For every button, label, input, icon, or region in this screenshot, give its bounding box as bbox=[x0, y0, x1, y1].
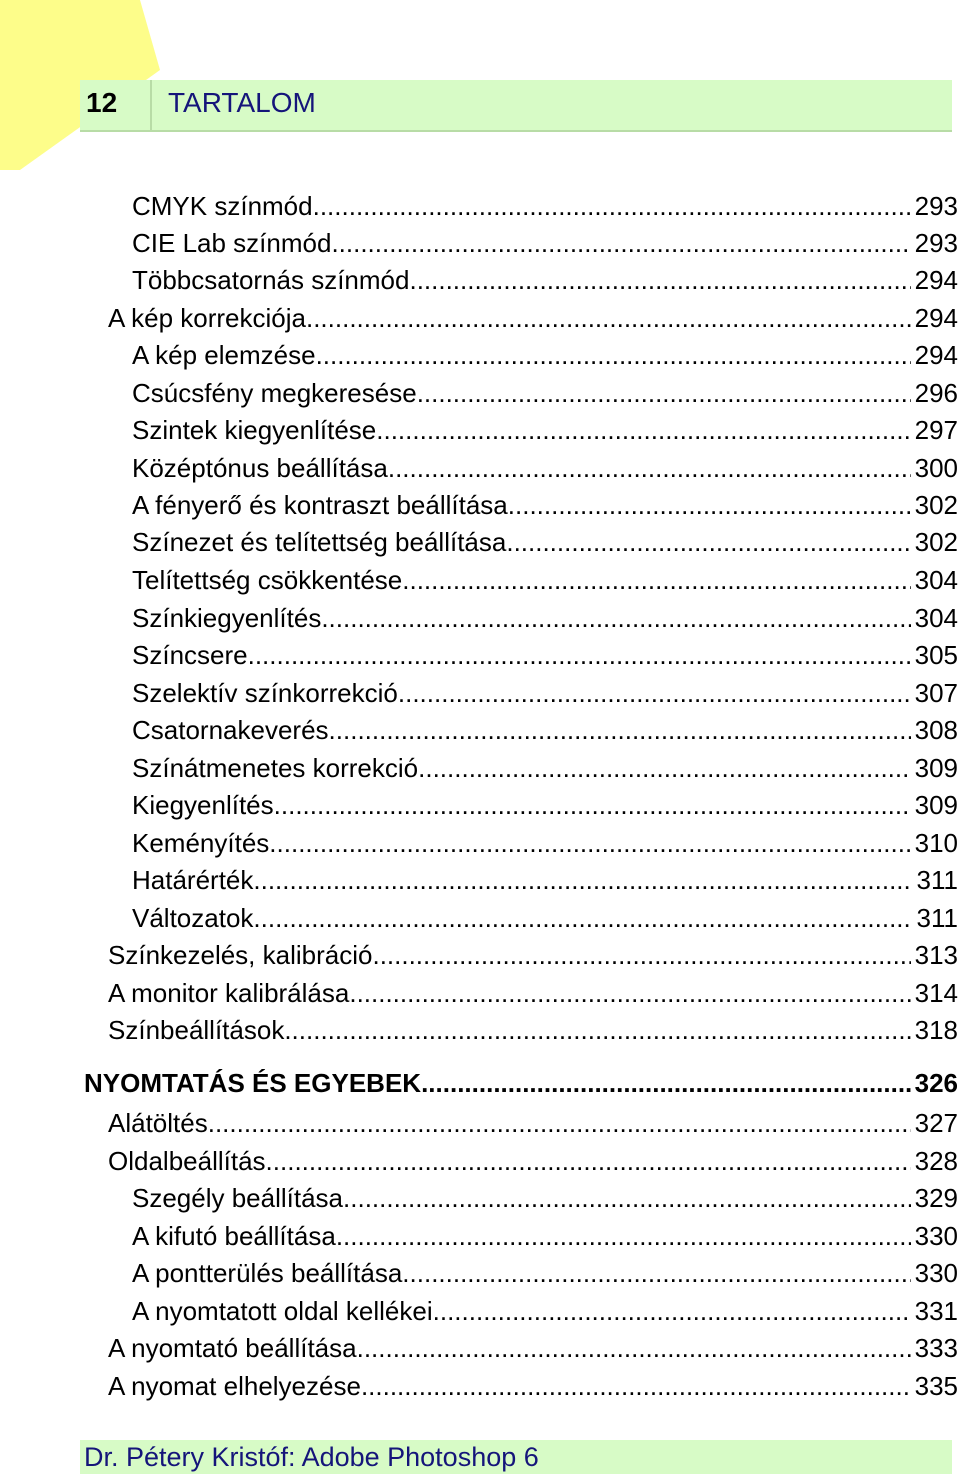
toc-entry-label: Színezet és telítettség beállítása bbox=[132, 527, 507, 557]
toc-leader-dots bbox=[357, 1330, 911, 1366]
toc-leader-dots bbox=[306, 300, 911, 336]
toc-entry-page: 307 bbox=[914, 678, 958, 708]
toc-leader-dots bbox=[313, 188, 911, 224]
toc-entry[interactable] bbox=[132, 900, 958, 936]
toc-entry[interactable] bbox=[108, 1012, 958, 1048]
toc-entry[interactable] bbox=[108, 300, 958, 336]
toc-entry[interactable] bbox=[108, 975, 958, 1011]
toc-entry-label: CMYK színmód bbox=[132, 191, 313, 221]
toc-entry[interactable] bbox=[132, 637, 958, 673]
toc-entry-page: 302 bbox=[914, 527, 958, 557]
toc-entry-page: 293 bbox=[914, 228, 958, 258]
toc-entry-page: 310 bbox=[914, 828, 958, 858]
toc-entry-label: A kép elemzése bbox=[132, 340, 316, 370]
toc-leader-dots bbox=[398, 675, 911, 711]
toc-entry-label: Határérték bbox=[132, 865, 254, 895]
toc-entry-page: 294 bbox=[914, 303, 958, 333]
toc-entry[interactable] bbox=[132, 787, 958, 823]
footer-text: Dr. Pétery Kristóf: Adobe Photoshop 6 bbox=[84, 1442, 539, 1472]
toc-leader-dots bbox=[316, 337, 911, 373]
toc-leader-dots bbox=[274, 787, 911, 823]
toc-entry-label: Színcsere bbox=[132, 640, 248, 670]
page-header bbox=[80, 80, 952, 132]
toc-entry[interactable] bbox=[132, 412, 958, 448]
toc-leader-dots bbox=[433, 1293, 911, 1329]
toc-entry[interactable] bbox=[132, 1293, 958, 1329]
toc-entry[interactable] bbox=[132, 600, 958, 636]
toc-entry[interactable] bbox=[108, 1368, 958, 1404]
toc-entry-page: 304 bbox=[914, 565, 958, 595]
toc-entry-page: 329 bbox=[914, 1183, 958, 1213]
toc-leader-dots bbox=[331, 225, 910, 261]
toc-leader-dots bbox=[248, 637, 911, 673]
toc-leader-dots bbox=[266, 1143, 911, 1179]
toc-leader-dots bbox=[421, 1065, 911, 1101]
toc-entry[interactable] bbox=[108, 937, 958, 973]
toc-entry-page: 304 bbox=[914, 603, 958, 633]
toc-entry-page: 311 bbox=[916, 903, 958, 933]
toc-entry-label: Oldalbeállítás bbox=[108, 1146, 266, 1176]
toc-entry-label: Szegély beállítása bbox=[132, 1183, 344, 1213]
toc-entry-page: 318 bbox=[914, 1015, 958, 1045]
toc-leader-dots bbox=[269, 825, 910, 861]
toc-entry-label: A fényerő és kontraszt beállítása bbox=[132, 490, 508, 520]
toc-entry-label: Csúcsfény megkeresése bbox=[132, 378, 417, 408]
toc-entry-label: Változatok bbox=[132, 903, 254, 933]
toc-entry-page: 333 bbox=[914, 1333, 958, 1363]
toc-entry-label: CIE Lab színmód bbox=[132, 228, 332, 258]
toc-entry-label: Csatornakeverés bbox=[132, 715, 329, 745]
toc-leader-dots bbox=[253, 900, 912, 936]
toc-entry-label: A nyomtatott oldal kellékei bbox=[132, 1296, 433, 1326]
toc-entry-label: Többcsatornás színmód bbox=[132, 265, 410, 295]
toc-leader-dots bbox=[336, 1218, 911, 1254]
toc-entry-label: Kiegyenlítés bbox=[132, 790, 274, 820]
toc-entry[interactable] bbox=[108, 1330, 958, 1366]
toc-leader-dots bbox=[402, 562, 910, 598]
toc-chapter-entry[interactable] bbox=[84, 1065, 958, 1101]
page-footer bbox=[80, 1440, 952, 1474]
toc-entry-label: Középtónus beállítása bbox=[132, 453, 388, 483]
toc-leader-dots bbox=[508, 487, 911, 523]
toc-entry-label: A pontterülés beállítása bbox=[132, 1258, 403, 1288]
toc-leader-dots bbox=[418, 750, 910, 786]
toc-entry-page: 328 bbox=[914, 1146, 958, 1176]
toc-entry-page: 294 bbox=[914, 340, 958, 370]
toc-entry-page: 305 bbox=[914, 640, 958, 670]
header-divider bbox=[150, 80, 152, 132]
toc-entry-label: Szelektív színkorrekció bbox=[132, 678, 398, 708]
toc-entry[interactable] bbox=[132, 1180, 958, 1216]
toc-entry[interactable] bbox=[132, 1218, 958, 1254]
toc-leader-dots bbox=[343, 1180, 911, 1216]
toc-entry-label: NYOMTATÁS ÉS EGYEBEK bbox=[84, 1068, 422, 1098]
toc-entry-label: A nyomat elhelyezése bbox=[108, 1371, 361, 1401]
toc-leader-dots bbox=[329, 712, 911, 748]
toc-leader-dots bbox=[349, 975, 910, 1011]
toc-leader-dots bbox=[506, 524, 910, 560]
toc-entry-page: 313 bbox=[914, 940, 958, 970]
toc-entry-page: 293 bbox=[914, 191, 958, 221]
toc-leader-dots bbox=[388, 450, 911, 486]
toc-entry-label: Színkiegyenlítés bbox=[132, 603, 322, 633]
toc-entry[interactable] bbox=[108, 1143, 958, 1179]
toc-leader-dots bbox=[208, 1105, 911, 1141]
toc-entry-page: 302 bbox=[914, 490, 958, 520]
toc-entry[interactable] bbox=[132, 712, 958, 748]
toc-leader-dots bbox=[372, 937, 910, 973]
toc-entry[interactable] bbox=[132, 450, 958, 486]
toc-entry-label: A nyomtató beállítása bbox=[108, 1333, 357, 1363]
toc-entry-page: 326 bbox=[914, 1068, 958, 1098]
toc-entry-page: 331 bbox=[914, 1296, 958, 1326]
toc-entry-page: 300 bbox=[914, 453, 958, 483]
toc-entry[interactable] bbox=[132, 225, 958, 261]
toc-entry[interactable] bbox=[132, 562, 958, 598]
toc-leader-dots bbox=[402, 1255, 910, 1291]
toc-leader-dots bbox=[376, 412, 910, 448]
toc-entry-page: 314 bbox=[914, 978, 958, 1008]
toc-entry-label: Színátmenetes korrekció bbox=[132, 753, 419, 783]
toc-entry-page: 311 bbox=[916, 865, 958, 895]
toc-entry[interactable] bbox=[132, 262, 958, 298]
toc-entry[interactable] bbox=[132, 188, 958, 224]
toc-entry-page: 330 bbox=[914, 1221, 958, 1251]
toc-entry-page: 309 bbox=[914, 753, 958, 783]
toc-entry-page: 330 bbox=[914, 1258, 958, 1288]
toc-entry-label: A monitor kalibrálása bbox=[108, 978, 350, 1008]
toc-entry[interactable] bbox=[132, 862, 958, 898]
toc-entry-label: Szintek kiegyenlítése bbox=[132, 415, 377, 445]
toc-entry-label: Keményítés bbox=[132, 828, 270, 858]
toc-entry[interactable] bbox=[132, 1255, 958, 1291]
toc-entry[interactable] bbox=[132, 750, 958, 786]
toc-entry[interactable] bbox=[132, 675, 958, 711]
toc-entry-page: 327 bbox=[914, 1108, 958, 1138]
toc-entry[interactable] bbox=[132, 375, 958, 411]
toc-entry-label: Alátöltés bbox=[108, 1108, 208, 1138]
toc-leader-dots bbox=[253, 862, 912, 898]
toc-entry-page: 308 bbox=[914, 715, 958, 745]
toc-entry[interactable] bbox=[132, 524, 958, 560]
page-number: 12 bbox=[86, 87, 118, 118]
toc-leader-dots bbox=[409, 262, 910, 298]
toc-leader-dots bbox=[284, 1012, 910, 1048]
toc-entry-page: 294 bbox=[914, 265, 958, 295]
toc-entry-page: 309 bbox=[914, 790, 958, 820]
toc-entry-label: Színbeállítások bbox=[108, 1015, 285, 1045]
toc-entry[interactable] bbox=[132, 825, 958, 861]
toc-entry[interactable] bbox=[132, 337, 958, 373]
toc-entry-page: 296 bbox=[914, 378, 958, 408]
toc-entry-page: 335 bbox=[914, 1371, 958, 1401]
toc-entry-label: A kifutó beállítása bbox=[132, 1221, 336, 1251]
toc-entry[interactable] bbox=[132, 487, 958, 523]
toc-entry-label: Színkezelés, kalibráció bbox=[108, 940, 373, 970]
toc-entry[interactable] bbox=[108, 1105, 958, 1141]
toc-leader-dots bbox=[321, 600, 910, 636]
toc-entry-page: 297 bbox=[914, 415, 958, 445]
toc-entry-label: Telítettség csökkentése bbox=[132, 565, 403, 595]
toc-leader-dots bbox=[361, 1368, 911, 1404]
toc-leader-dots bbox=[417, 375, 911, 411]
toc-entry-label: A kép korrekciója bbox=[108, 303, 306, 333]
page-title: TARTALOM bbox=[168, 87, 316, 118]
